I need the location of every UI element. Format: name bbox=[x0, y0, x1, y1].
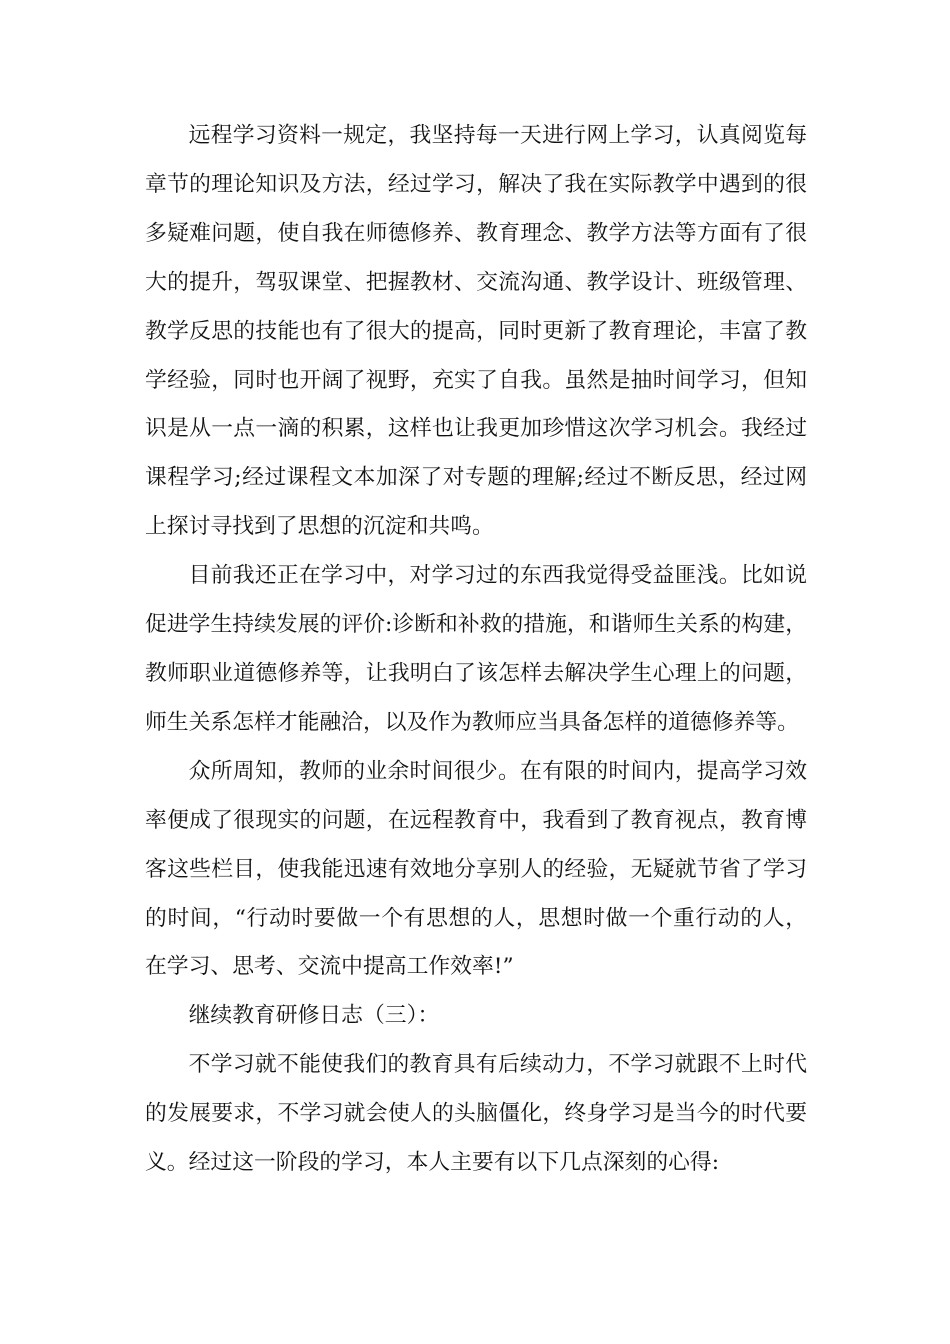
paragraph-lifelong-learning: 不学习就不能使我们的教育具有后续动力，不学习就跟不上时代的发展要求，不学习就会使人的头脑僵化，终身学习是当今的时代要义。经过这一阶段的学习，本人主要有以下几点深刻的心得: bbox=[145, 1052, 807, 1176]
document-body bbox=[145, 112, 807, 1188]
paragraph-learning-efficiency: 众所周知，教师的业余时间很少。在有限的时间内，提高学习效率便成了很现实的问题，在远程教育中，我看到了教育视点，教育博客这些栏目，使我能迅速有效地分享别人的经验，无疑就节省了学习的时间，“行动时要做一个有思想的人，思想时做一个重行动的人，在学习、思考、交流中提高工作效率!” bbox=[145, 758, 807, 980]
paragraph-study-routine: 远程学习资料一规定，我坚持每一天进行网上学习，认真阅览每章节的理论知识及方法，经过学习，解决了我在实际教学中遇到的很多疑难问题，使自我在师德修养、教育理念、教学方法等方面有了很大的提升，驾驭课堂、把握教材、交流沟通、教学设计、班级管理、教学反思的技能也有了很大的提高，同时更新了教育理论，丰富了教学经验，同时也开阔了视野，充实了自我。虽然是抽时间学习，但知识是从一点一滴的积累，这样也让我更加珍惜这次学习机会。我经过课程学习;经过课程文本加深了对专题的理解;经过不断反思，经过网上探讨寻找到了思想的沉淀和共鸣。 bbox=[145, 123, 807, 540]
paragraph-current-learning: 目前我还正在学习中，对学习过的东西我觉得受益匪浅。比如说促进学生持续发展的评价:诊断和补救的措施，和谐师生关系的构建，教师职业道德修养等，让我明白了该怎样去解决学生心理上的问题，师生关系怎样才能融洽，以及作为教师应当具备怎样的道德修养等。 bbox=[145, 563, 807, 735]
section-heading-journal-three: 继续教育研修日志（三）： bbox=[188, 1003, 440, 1029]
